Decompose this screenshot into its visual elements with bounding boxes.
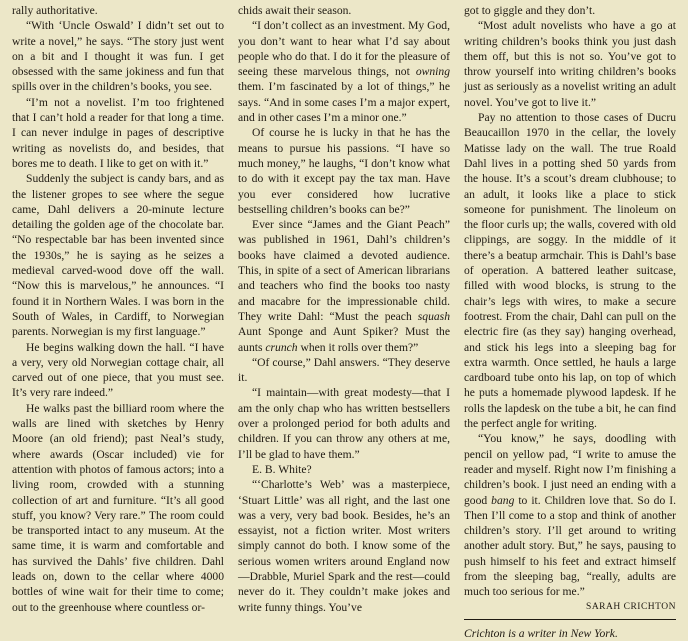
article-column-2 (238, 3, 450, 629)
paragraph: “I maintain—with great modesty—that I am the only chap who has written bestsellers over a prolonged period for both adults and children. If you can throw any others at me, I’ll be glad to have them.” (238, 386, 450, 461)
paragraph: “I’m not a novelist. I’m too frightened that I can’t hold a reader for that long a time. I can never indulge in pages of descriptive writing as novelists do, and besides, that bores me to death. I like to get on with it.” (12, 95, 224, 170)
paragraph: Suddenly the subject is candy bars, and as the listener gropes to see where the segue came, Dahl delivers a 20-minute lecture detailing the golden age of the chocolate bar. “No respectable bar has been invented since the 1930s,” he is saying as he seizes a medieval carved-wood dove off the wall. “Now this is marvelous,” he announces. “I found it in Northern Wales. I was born in the South of Wales, in Cardiff, to Norwegian parents. Norwegian is my first language.” (12, 172, 224, 339)
article-column-3 (464, 3, 676, 640)
paragraph: got to giggle and they don’t. (464, 4, 596, 17)
paragraph: Of course he is lucky in that he has the means to pursue his passions. “I have so much money,” he laughs, “I don’t know what to do with it except pay the tax man. Have you ever considered how lucrative bestselling children’s books can be?” (238, 126, 450, 216)
paragraph: “Most adult novelists who have a go at writing children’s books think you just dash them off, but this is not so. You’ve got to throw yourself into writing children’s books just as seriously as a novelist writing an adult novel. You’ve got to live it.” (464, 19, 676, 109)
author-byline: SARAH CRICHTON (586, 601, 676, 612)
paragraph: E. B. White? (252, 462, 312, 476)
paragraph: Ever since “James and the Giant Peach” was published in 1961, Dahl’s children’s books have claimed a devoted audience. This, in spite of a sect of American librarians and teachers who find the books too nasty and macabre for the impressionable child. They write Dahl: “Must the peach squash Aunt Sponge and Aunt Spiker? Must the aunts crunch when it rolls over them?” (238, 218, 450, 354)
author-footnote: Crichton is a writer in New York. (464, 626, 618, 640)
paragraph: chids await their season. (238, 4, 352, 17)
paragraph: Pay no attention to those cases of Ducru Beaucaillon 1970 in the cellar, the lovely Matisse lady on the wall. The true Roald Dahl lives in a potting shed 50 yards from the house. It’s a scout’s dream clubhouse; to an adult, it looks like a place to stick someone for punishment. The linoleum on the floor curls up; the walls, covered with old clippings, are soggy. In the middle of it there’s a beatup armchair. This is Dahl’s base of operation. A battered leather suitcase, filled with wood blocks, is strung to the chair’s legs with wires, to make a secure footrest. From the chair, Dahl can pull on the electric fire (as they say) hanging overhead, and stick his legs into a sleeping bag for extra warmth. Once settled, he hauls a large cardboard tube onto his lap, on top of which he puts a homemade plywood lapdesk. If he rolls the lapdesk on the tube a bit, he can find the perfect angle for writing. (464, 111, 676, 431)
paragraph: “‘Charlotte’s Web’ was a masterpiece, ‘Stuart Little’ was all right, and the last one was a very, very bad book. Besides, he’s an essayist, not a fiction writer. Most writers simply cannot do both. I know some of the serious women writers around England now—Drabble, Muriel Spark and the rest—could never do it. They couldn’t make jokes and write funny things. You’ve (238, 478, 450, 614)
paragraph: rally authoritative. (12, 4, 98, 17)
paragraph: “Of course,” Dahl answers. “They deserve it. (238, 355, 450, 385)
article-columns (12, 3, 676, 640)
footnote-divider (464, 619, 676, 620)
paragraph: “With ‘Uncle Oswald’ I didn’t set out to write a novel,” he says. “The story just went on a bit and I thought it was fun. I get obsessed with the same jokiness and fun that spills over in the children’s books, you see. (12, 19, 224, 94)
paragraph: “I don’t collect as an investment. My God, you don’t want to hear what I’d say about people who do that. I do it for the pleasure of seeing these marvelous things, not owning them. I’m fascinated by a lot of things,” he says. “And in some cases I’m a major expert, and in other cases I’m a minor one.” (238, 19, 450, 125)
article-column-1 (12, 3, 224, 629)
paragraph: He walks past the billiard room where the walls are lined with sketches by Henry Moore (an old friend); past Neal’s study, where awards (Oscar included) vie for attention with photos of famous actors; into a living room, crowded with a stunning collection of art and furniture. “It’s all good stuff, you know? Very rare.” The room could be transported intact to any museum. At the same time, it is warm and comfortable and has survived the Dahls’ five children. Dahl leads on, down to the cellar where 4000 bottles of wine wait for their time to come; out to the greenhouse where countless or- (12, 401, 224, 614)
paragraph: He begins walking down the hall. “I have a very, very old Norwegian cottage chair, all carved out of one piece, that you must see. It’s very rare indeed.” (12, 340, 224, 400)
paragraph: “You know,” he says, doodling with pencil on yellow pad, “I write to amuse the reader and myself. Right now I’m finishing a children’s book. I just need an ending with a good bang to it. Children love that. So do I. Then I’ll come to a stop and think of another children’s story. I’ll get around to writing another adult story. But,” he says, pausing to push himself to his feet and extract himself from the sleeping bag, “really, adults are much too serious for me.” (464, 432, 676, 599)
